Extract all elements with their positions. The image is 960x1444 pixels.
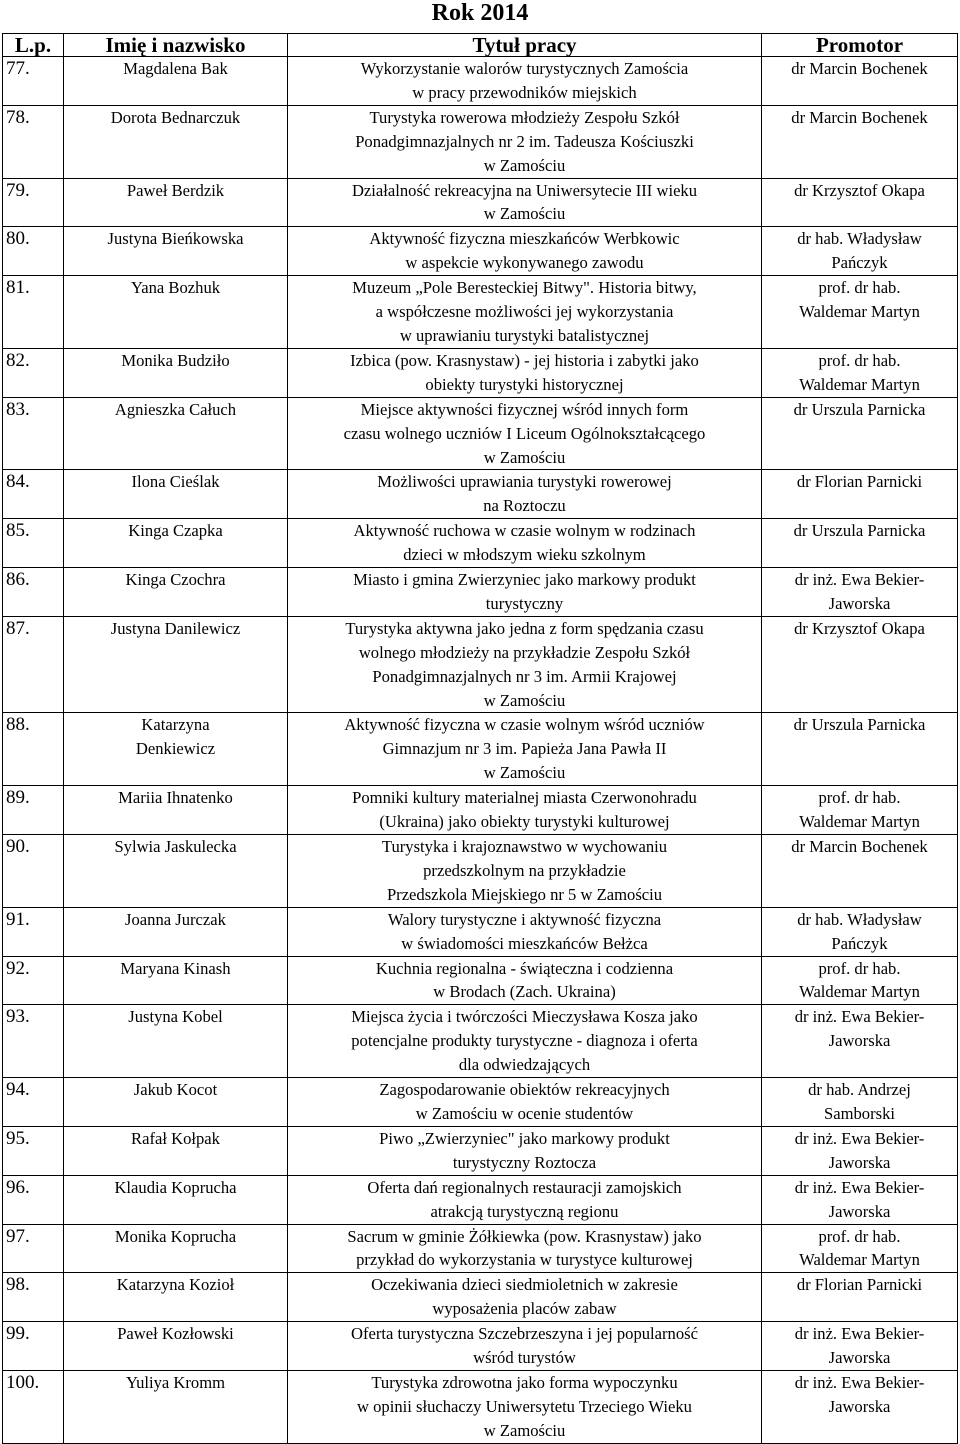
thesis-title-line: na Roztoczu [483,496,566,516]
thesis-title-line: w uprawianiu turystyki batalistycznej [399,325,650,345]
thesis-title-line: w Zamościu [483,763,566,783]
student-name-line: Ilona Cieślak [131,472,220,492]
promotor-name-line: dr Marcin Bochenek [791,837,928,856]
thesis-title-line: Izbica (pow. Krasnystaw) - jej historia i zabytki jako [350,350,699,370]
table-row [3,276,958,349]
thesis-title-line: (Ukraina) jako obiekty turystyki kulturowej [379,812,670,832]
promotor-name-line: dr Florian Parnicki [796,1275,923,1295]
student-name [64,1078,288,1127]
row-number: 94. [3,1078,64,1127]
thesis-title-line: Oczekiwania dzieci siedmioletnich w zakresie [371,1275,678,1295]
row-number: 90. [3,835,64,908]
student-name [64,178,288,227]
thesis-title-line: a współczesne możliwości jej wykorzystania [375,302,674,322]
promotor-name [762,105,958,178]
header-promotor: Promotor [762,34,958,57]
promotor-name [762,907,958,956]
thesis-title-line: w Zamościu [483,204,566,224]
student-name [64,57,288,106]
thesis-title-line: Sacrum w gminie Żółkiewka (pow. Krasnystaw) jako [347,1226,702,1246]
promotor-name [762,519,958,568]
thesis-title-line: w Zamościu [483,447,566,467]
table-row [3,713,958,786]
table-row [3,616,958,713]
student-name [64,348,288,397]
promotor-name-line: dr Krzysztof Okapa [794,180,925,200]
thesis-title [288,397,762,470]
row-number: 92. [3,956,64,1005]
student-name-line: Yana Bozhuk [130,278,221,298]
student-name-line: Joanna Jurczak [125,909,226,929]
thesis-title [288,519,762,568]
promotor-name-line: Waldemar Martyn [799,812,920,832]
student-name-line: Jakub Kocot [133,1080,218,1100]
row-number: 86. [3,568,64,617]
thesis-title [288,105,762,178]
promotor-name-line: dr Urszula Parnicka [793,715,926,735]
promotor-name [762,1005,958,1078]
thesis-title-line: Turystyka aktywna jako jedna z form spędzania czasu [345,618,704,638]
row-number: 93. [3,1005,64,1078]
promotor-name [762,1175,958,1224]
row-number: 80. [3,227,64,276]
promotor-name [762,568,958,617]
student-name-line: Magdalena Bak [123,59,228,78]
student-name [64,397,288,470]
promotor-name-line: dr inż. Ewa Bekier- [794,1372,925,1392]
thesis-title [288,1370,762,1443]
header-lp: L.p. [3,34,64,57]
thesis-title-line: wolnego młodzieży na przykładzie Zespołu Szkół [358,642,691,662]
thesis-title [288,348,762,397]
thesis-title-line: dla odwiedzających [458,1055,591,1075]
promotor-name [762,178,958,227]
thesis-title [288,616,762,713]
student-name [64,105,288,178]
thesis-title-line: w Brodach (Zach. Ukraina) [433,982,616,1002]
promotor-name [762,835,958,908]
student-name [64,1005,288,1078]
thesis-title [288,1175,762,1224]
thesis-title-line: Wykorzystanie walorów turystycznych Zamościa [360,59,689,78]
row-number: 89. [3,786,64,835]
row-number: 98. [3,1273,64,1322]
table-row [3,786,958,835]
thesis-title-line: w Zamościu [483,155,566,175]
thesis-title-line: Piwo „Zwierzyniec" jako markowy produkt [379,1128,670,1148]
table-row [3,519,958,568]
thesis-title-line: Aktywność fizyczna mieszkańców Werbkowic [369,229,680,249]
table-row [3,1322,958,1371]
promotor-name-line: prof. dr hab. [818,278,901,298]
row-number: 79. [3,178,64,227]
promotor-name-line: Pańczyk [831,933,888,953]
thesis-title [288,1126,762,1175]
thesis-title-line: Oferta dań regionalnych restauracji zamojskich [367,1177,682,1197]
student-name [64,1370,288,1443]
thesis-title-line: Działalność rekreacyjna na Uniwersytecie III wieku [351,180,698,200]
table-row [3,227,958,276]
row-number: 81. [3,276,64,349]
thesis-title-line: Miejsca życia i twórczości Mieczysława Kosza jako [351,1007,698,1027]
promotor-name-line: Jaworska [828,1031,891,1051]
table-row [3,568,958,617]
student-name [64,276,288,349]
promotor-name [762,1126,958,1175]
student-name-line: Klaudia Koprucha [114,1177,237,1197]
student-name-line: Denkiewicz [135,739,216,759]
promotor-name-line: dr Marcin Bochenek [791,107,928,127]
row-number: 78. [3,105,64,178]
table-row [3,57,958,106]
table-row [3,907,958,956]
student-name-line: Monika Koprucha [114,1226,237,1246]
student-name [64,1126,288,1175]
promotor-name-line: Waldemar Martyn [799,302,920,322]
thesis-title-line: Oferta turystyczna Szczebrzeszyna i jej popularność [351,1324,698,1344]
promotor-name-line: Jaworska [828,1201,891,1221]
student-name-line: Justyna Danilewicz [110,618,241,638]
thesis-title [288,1224,762,1273]
thesis-title-line: Przedszkola Miejskiego nr 5 w Zamościu [386,884,663,904]
row-number: 96. [3,1175,64,1224]
thesis-title [288,178,762,227]
promotor-name-line: dr hab. Andrzej [808,1080,911,1100]
thesis-title-line: Turystyka rowerowa młodzieży Zespołu Szkół [369,107,680,127]
thesis-title-line: czasu wolnego uczniów I Liceum Ogólnokształcącego [343,423,706,443]
thesis-title-line: Walory turystyczne i aktywność fizyczna [387,909,662,929]
promotor-name-line: Waldemar Martyn [799,982,920,1002]
student-name-line: Justyna Kobel [128,1007,223,1027]
thesis-title-line: turystyczny Roztocza [452,1152,597,1172]
thesis-title [288,1078,762,1127]
promotor-name [762,227,958,276]
table-row [3,470,958,519]
thesis-title-line: Muzeum „Pole Beresteckiej Bitwy". Historia bitwy, [352,278,697,298]
student-name-line: Katarzyna Kozioł [116,1275,235,1295]
promotor-name-line: Jaworska [828,593,891,613]
thesis-title-line: w Zamościu [483,1420,566,1440]
student-name [64,907,288,956]
promotor-name-line: Pańczyk [831,253,888,273]
table-row [3,835,958,908]
thesis-title-line: w Zamościu w ocenie studentów [415,1103,634,1123]
student-name [64,1224,288,1273]
table-row [3,1370,958,1443]
student-name [64,616,288,713]
table-row [3,348,958,397]
promotor-name-line: dr inż. Ewa Bekier- [794,1128,925,1148]
table-row [3,1078,958,1127]
thesis-title-line: wyposażenia placów zabaw [432,1299,617,1319]
promotor-name [762,1322,958,1371]
thesis-title [288,1005,762,1078]
row-number: 91. [3,907,64,956]
student-name-line: Monika Budziło [121,350,230,370]
table-row [3,1224,958,1273]
table-row [3,178,958,227]
student-name [64,786,288,835]
promotor-name-line: dr inż. Ewa Bekier- [794,570,925,590]
student-name [64,519,288,568]
thesis-title [288,907,762,956]
thesis-title-line: Gimnazjum nr 3 im. Papieża Jana Pawła II [382,739,667,759]
thesis-title-line: przykład do wykorzystania w turystyce kulturowej [356,1250,693,1270]
thesis-title [288,568,762,617]
promotor-name [762,1370,958,1443]
thesis-title-line: w świadomości mieszkańców Bełżca [401,933,648,953]
promotor-name-line: dr inż. Ewa Bekier- [794,1324,925,1344]
thesis-title [288,786,762,835]
thesis-title [288,470,762,519]
promotor-name-line: dr Urszula Parnicka [793,399,926,419]
thesis-title-line: w aspekcie wykonywanego zawodu [405,253,644,273]
student-name-line: Kinga Czapka [128,521,223,541]
student-name [64,470,288,519]
theses-table [2,33,958,1444]
row-number: 82. [3,348,64,397]
thesis-title-line: Kuchnia regionalna - świąteczna i codzienna [375,958,674,978]
promotor-name [762,786,958,835]
promotor-name-line: dr hab. Władysław [797,229,922,249]
student-name-line: Paweł Kozłowski [117,1324,234,1344]
promotor-name-line: Jaworska [828,1396,891,1416]
promotor-name-line: dr Florian Parnicki [796,472,923,492]
thesis-title-line: Turystyka i krajoznawstwo w wychowaniu [381,837,668,856]
header-name: Imię i nazwisko [64,34,288,57]
student-name-line: Justyna Bieńkowska [107,229,244,249]
student-name-line: Agnieszka Całuch [114,399,237,419]
thesis-title [288,835,762,908]
thesis-title [288,227,762,276]
thesis-title-line: Możliwości uprawiania turystyki rowerowej [377,472,672,492]
promotor-name-line: Waldemar Martyn [799,1250,920,1270]
promotor-name [762,956,958,1005]
promotor-name-line: dr inż. Ewa Bekier- [794,1007,925,1027]
promotor-name-line: prof. dr hab. [818,1226,901,1246]
thesis-title-line: Ponadgimnazjalnych nr 2 im. Tadeusza Kościuszki [355,131,694,151]
promotor-name-line: dr hab. Władysław [797,909,922,929]
thesis-title [288,956,762,1005]
table-row [3,105,958,178]
thesis-title-line: Aktywność fizyczna w czasie wolnym wśród uczniów [344,715,705,735]
promotor-name [762,1273,958,1322]
student-name [64,227,288,276]
thesis-title-line: Aktywność ruchowa w czasie wolnym w rodzinach [353,521,696,541]
promotor-name-line: dr Marcin Bochenek [791,59,928,78]
promotor-name [762,713,958,786]
row-number: 95. [3,1126,64,1175]
promotor-name-line: Jaworska [828,1152,891,1172]
promotor-name-line: Samborski [824,1103,895,1123]
student-name [64,1273,288,1322]
student-name-line: Yuliya Kromm [125,1372,226,1392]
thesis-title [288,57,762,106]
row-number: 83. [3,397,64,470]
promotor-name-line: prof. dr hab. [818,350,901,370]
student-name [64,568,288,617]
thesis-title-line: Turystyka zdrowotna jako forma wypoczynku [371,1372,678,1392]
thesis-title-line: Miasto i gmina Zwierzyniec jako markowy produkt [353,570,696,590]
thesis-title-line: dzieci w młodszym wieku szkolnym [403,545,646,565]
thesis-title [288,276,762,349]
student-name-line: Kinga Czochra [125,570,226,590]
student-name-line: Maryana Kinash [120,958,231,978]
row-number: 99. [3,1322,64,1371]
thesis-title-line: Miejsce aktywności fizycznej wśród innych form [360,399,689,419]
table-row [3,1175,958,1224]
student-name [64,835,288,908]
row-number: 97. [3,1224,64,1273]
student-name-line: Paweł Berdzik [126,180,225,200]
promotor-name [762,397,958,470]
student-name-line: Dorota Bednarczuk [110,107,241,127]
promotor-name-line: prof. dr hab. [818,958,901,978]
promotor-name [762,1224,958,1273]
promotor-name [762,616,958,713]
student-name-line: Mariia Ihnatenko [118,788,233,808]
thesis-title [288,1322,762,1371]
table-row [3,1273,958,1322]
promotor-name-line: Waldemar Martyn [799,374,920,394]
promotor-name [762,1078,958,1127]
header-title: Tytuł pracy [288,34,762,57]
thesis-title-line: atrakcją turystyczną regionu [430,1201,619,1221]
student-name [64,1322,288,1371]
promotor-name-line: Jaworska [828,1348,891,1368]
table-header-row [3,34,958,57]
thesis-title-line: obiekty turystyki historycznej [425,374,624,394]
row-number: 77. [3,57,64,106]
thesis-title-line: w opinii słuchaczy Uniwersytetu Trzeciego Wieku [357,1396,692,1416]
row-number: 87. [3,616,64,713]
student-name-line: Rafał Kołpak [131,1128,220,1148]
student-name-line: Sylwia Jaskulecka [114,837,237,856]
promotor-name-line: dr inż. Ewa Bekier- [794,1177,925,1197]
row-number: 85. [3,519,64,568]
student-name [64,1175,288,1224]
promotor-name [762,348,958,397]
row-number: 84. [3,470,64,519]
thesis-title [288,1273,762,1322]
thesis-title-line: turystyczny [485,593,564,613]
thesis-title-line: Ponadgimnazjalnych nr 3 im. Armii Krajowej [372,666,677,686]
promotor-name-line: prof. dr hab. [818,788,901,808]
table-row [3,397,958,470]
student-name [64,713,288,786]
thesis-title-line: w pracy przewodników miejskich [412,82,637,102]
promotor-name [762,470,958,519]
promotor-name-line: dr Krzysztof Okapa [794,618,925,638]
row-number: 88. [3,713,64,786]
table-row [3,1126,958,1175]
thesis-title-line: potencjalne produkty turystyczne - diagnoza i oferta [351,1031,698,1051]
promotor-name [762,276,958,349]
table-body [3,57,958,1444]
thesis-title-line: Zagospodarowanie obiektów rekreacyjnych [379,1080,670,1100]
thesis-title-line: w Zamościu [483,690,566,710]
table-row [3,1005,958,1078]
thesis-title-line: przedszkolnym na przykładzie [423,860,626,880]
table-row [3,956,958,1005]
thesis-title-line: wśród turystów [473,1348,576,1368]
promotor-name [762,57,958,106]
student-name-line: Katarzyna [141,715,210,735]
page-heading: Rok 2014 [431,0,529,26]
thesis-title [288,713,762,786]
student-name [64,956,288,1005]
thesis-title-line: Pomniki kultury materialnej miasta Czerwonohradu [352,788,697,808]
row-number: 100. [3,1370,64,1443]
promotor-name-line: dr Urszula Parnicka [793,521,926,541]
